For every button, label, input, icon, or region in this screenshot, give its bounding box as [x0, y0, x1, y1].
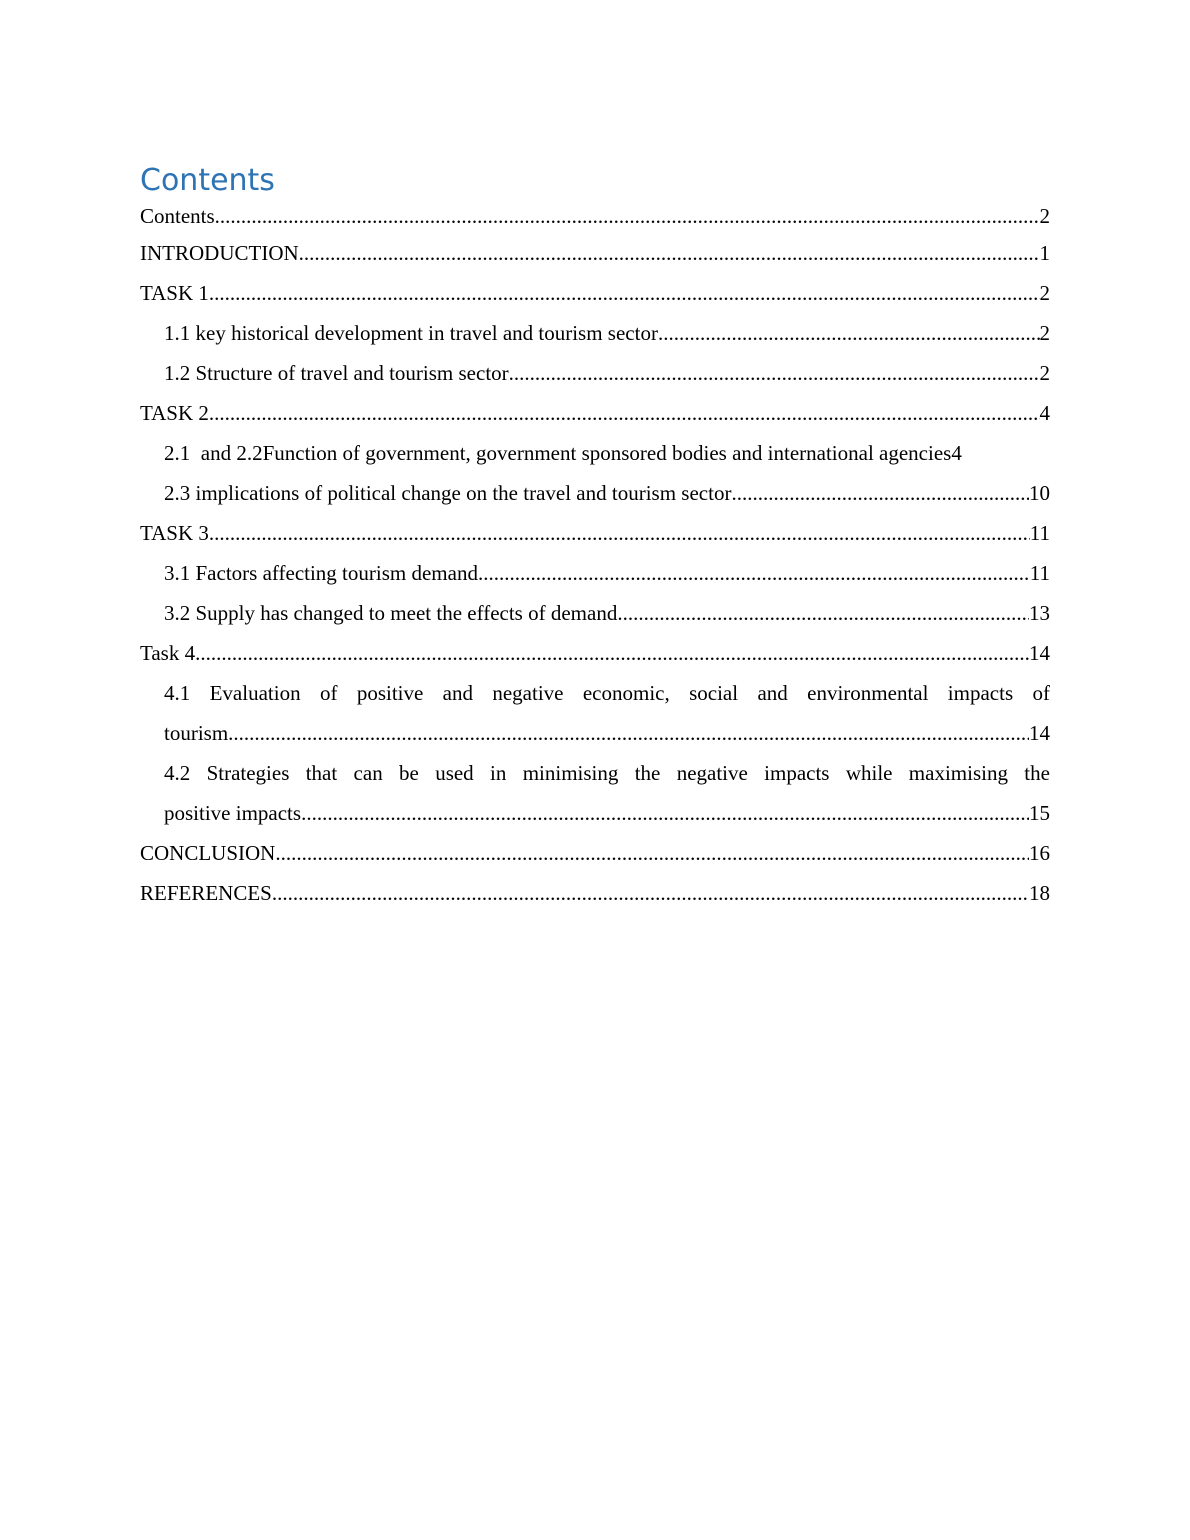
toc-entry-task-3[interactable]	[140, 513, 1050, 553]
toc-entry-page: 11	[1029, 561, 1050, 585]
toc-word: negative	[676, 761, 748, 785]
toc-entry-page: 1	[1039, 241, 1050, 265]
toc-entry-label: TASK 1	[140, 273, 209, 313]
toc-word: economic,	[582, 681, 670, 705]
toc-heading: Contents	[140, 163, 275, 198]
toc-word: Strategies	[206, 761, 290, 785]
toc-entry-label: 3.1 Factors affecting tourism demand	[164, 553, 478, 593]
toc-entry-page: 2	[1039, 281, 1050, 305]
toc-entry-page: 2	[1039, 204, 1050, 228]
toc-entry-4-1[interactable]	[140, 673, 1050, 753]
toc-entry-task-2[interactable]	[140, 393, 1050, 433]
dot-leader	[658, 313, 1040, 353]
dot-leader	[478, 553, 1030, 593]
toc-word: and	[757, 681, 788, 705]
toc-entry-3-2[interactable]	[140, 593, 1050, 633]
toc-entry-contents[interactable]	[140, 199, 1050, 233]
toc-entry-label: 2.1 and 2.2Function of government, government sponsored bodies and international agencies	[164, 433, 951, 473]
toc-word: be	[399, 761, 419, 785]
toc-word: Evaluation	[209, 681, 301, 705]
toc-word: used	[435, 761, 474, 785]
toc-word: can	[353, 761, 383, 785]
dot-leader	[209, 393, 1040, 433]
toc-entry-label: CONCLUSION	[140, 833, 275, 873]
toc-word: that	[305, 761, 338, 785]
dot-leader	[509, 353, 1040, 393]
toc-entry-page: 14	[1029, 641, 1050, 665]
toc-entry-label-line2: tourism	[164, 713, 228, 753]
toc-entry-2-3[interactable]	[140, 473, 1050, 513]
toc-entry-label-line2: positive impacts	[164, 793, 301, 833]
toc-entry-label: INTRODUCTION	[140, 233, 299, 273]
toc-entry-4-2[interactable]	[140, 753, 1050, 833]
toc-word: and	[442, 681, 473, 705]
toc-entry-3-1[interactable]	[140, 553, 1050, 593]
dot-leader	[275, 833, 1029, 873]
toc-entry-conclusion[interactable]	[140, 833, 1050, 873]
dot-leader	[617, 593, 1029, 633]
toc-entry-label: Contents	[140, 199, 215, 233]
toc-word: maximising	[908, 761, 1008, 785]
toc-word: social	[689, 681, 739, 705]
toc-entry-page: 4	[1039, 401, 1050, 425]
toc-entry-introduction[interactable]	[140, 233, 1050, 273]
dot-leader	[195, 633, 1029, 673]
dot-leader	[209, 273, 1040, 313]
toc-entry-page: 2	[1039, 361, 1050, 385]
toc-entry-label: TASK 3	[140, 513, 209, 553]
toc-entry-page: 18	[1029, 881, 1050, 905]
toc-entry-label: 1.1 key historical development in travel and tourism sector	[164, 313, 658, 353]
toc-word: minimising	[522, 761, 619, 785]
toc-entry-page: 13	[1029, 601, 1050, 625]
toc-entry-page: 4	[951, 441, 962, 465]
toc-word: impacts	[947, 681, 1014, 705]
toc-entry-1-1[interactable]	[140, 313, 1050, 353]
document-page	[140, 163, 1050, 913]
dot-leader	[731, 473, 1029, 513]
toc-entry-label: REFERENCES	[140, 873, 272, 913]
dot-leader	[301, 793, 1029, 833]
toc-entry-label-line1	[164, 753, 1050, 793]
toc-list	[140, 199, 1050, 913]
toc-entry-page: 10	[1029, 481, 1050, 505]
toc-entry-label: 1.2 Structure of travel and tourism sector	[164, 353, 509, 393]
toc-word: 4.1	[164, 681, 191, 705]
toc-entry-references[interactable]	[140, 873, 1050, 913]
toc-entry-page: 16	[1029, 841, 1050, 865]
toc-entry-task-1[interactable]	[140, 273, 1050, 313]
toc-entry-label: TASK 2	[140, 393, 209, 433]
toc-entry-label: 2.3 implications of political change on the travel and tourism sector	[164, 473, 731, 513]
toc-word: positive	[356, 681, 424, 705]
toc-entry-label: Task 4	[140, 633, 195, 673]
toc-word: negative	[492, 681, 564, 705]
toc-word: 4.2	[164, 761, 191, 785]
toc-word: while	[845, 761, 893, 785]
toc-entry-label-line1	[164, 673, 1050, 713]
dot-leader	[299, 233, 1040, 273]
toc-word: environmental	[807, 681, 929, 705]
toc-entry-page: 14	[1029, 721, 1050, 745]
toc-word: the	[1024, 761, 1050, 785]
dot-leader	[209, 513, 1030, 553]
toc-entry-page: 15	[1029, 801, 1050, 825]
toc-entry-label: 3.2 Supply has changed to meet the effects of demand	[164, 593, 617, 633]
dot-leader	[228, 713, 1029, 753]
toc-word: of	[1032, 681, 1050, 705]
toc-word: in	[490, 761, 507, 785]
toc-word: the	[634, 761, 661, 785]
dot-leader	[215, 199, 1040, 233]
dot-leader	[272, 873, 1029, 913]
toc-entry-1-2[interactable]	[140, 353, 1050, 393]
toc-entry-task-4[interactable]	[140, 633, 1050, 673]
toc-entry-page: 2	[1039, 321, 1050, 345]
toc-word: impacts	[764, 761, 830, 785]
toc-entry-2-1-2-2[interactable]	[140, 433, 1050, 473]
toc-entry-page: 11	[1029, 521, 1050, 545]
toc-word: of	[319, 681, 338, 705]
